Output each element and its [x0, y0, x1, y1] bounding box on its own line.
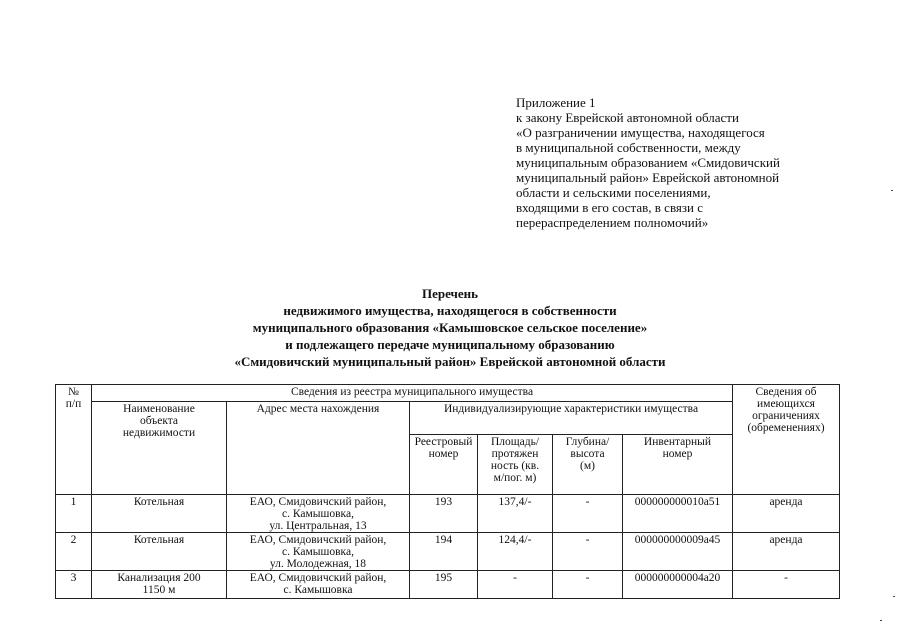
- appendix-line: входящими в его состав, в связи с: [516, 200, 704, 215]
- header-address: Адрес места нахождения: [227, 402, 410, 495]
- header-name: [92, 402, 227, 495]
- row-address-line: с. Камышовка,: [282, 508, 354, 520]
- row-name-line: 1150 м: [142, 584, 176, 596]
- row-address: [227, 533, 410, 571]
- heading-line: «Смидовичский муниципальный район» Еврейской автономной области: [234, 354, 666, 369]
- header-registry-number: [410, 435, 478, 495]
- header-inventory-line: номер: [662, 448, 693, 460]
- header-depth-line: высота: [570, 448, 605, 460]
- row-name: [92, 495, 227, 533]
- header-inventory-line: Инвентарный: [643, 436, 712, 448]
- header-name-line: недвижимости: [122, 427, 196, 439]
- header-row-1: [56, 385, 840, 402]
- appendix-line: «О разграничении имущества, находящегося: [516, 125, 765, 140]
- header-num: [56, 385, 92, 495]
- row-num: 2: [56, 533, 92, 571]
- row-name: [92, 571, 227, 599]
- appendix-line: к закону Еврейской автономной области: [516, 110, 739, 125]
- heading-line: Перечень: [421, 286, 479, 301]
- heading-line: недвижимого имущества, находящегося в собственности: [283, 303, 617, 318]
- header-area-line: ность (кв.: [490, 460, 540, 472]
- property-table: [55, 384, 840, 599]
- header-area-line: м/пог. м): [493, 472, 537, 484]
- appendix-line: муниципальный район» Еврейской автономной: [516, 170, 780, 185]
- row-address: [227, 571, 410, 599]
- row-address: [227, 495, 410, 533]
- row-inventory: 000000000009a45: [623, 533, 733, 571]
- header-num-line: №: [68, 386, 79, 398]
- header-depth-line: Глубина/: [565, 436, 610, 448]
- appendix-line: Приложение 1: [516, 95, 596, 110]
- row-address-line: ЕАО, Смидовичский район,: [249, 572, 387, 584]
- header-num-line: п/п: [65, 398, 82, 410]
- heading-line: муниципального образования «Камышовское сельское поселение»: [252, 320, 648, 335]
- appendix-line: перераспределением полномочий»: [516, 215, 709, 230]
- row-encumbrance: аренда: [733, 495, 840, 533]
- row-num: 3: [56, 571, 92, 599]
- header-name-line: объекта: [139, 415, 179, 427]
- header-inventory: [623, 435, 733, 495]
- header-registry-number-line: номер: [428, 448, 459, 460]
- row-inventory: 000000000004a20: [623, 571, 733, 599]
- header-encumbrance-line: имеющихся: [757, 398, 815, 410]
- row-area: 137,4/-: [478, 495, 553, 533]
- scan-speck: [880, 620, 882, 621]
- row-registry-number: 193: [410, 495, 478, 533]
- row-depth: -: [553, 533, 623, 571]
- row-inventory: 000000000010a51: [623, 495, 733, 533]
- row-encumbrance: -: [733, 571, 840, 599]
- row-area: 124,4/-: [478, 533, 553, 571]
- heading-line: и подлежащего передаче муниципальному образованию: [285, 337, 615, 352]
- header-encumbrance: [733, 385, 840, 495]
- appendix-line: муниципальным образованием «Смидовичский: [516, 155, 780, 170]
- header-row-2: [56, 402, 840, 435]
- row-address-line: с. Камышовка: [283, 584, 353, 596]
- row-num: 1: [56, 495, 92, 533]
- row-address-line: ЕАО, Смидовичский район,: [249, 496, 387, 508]
- header-registry-group: Сведения из реестра муниципального имущества: [92, 385, 733, 402]
- document-heading: [150, 285, 750, 370]
- row-area: -: [478, 571, 553, 599]
- row-name-line: Котельная: [133, 496, 185, 508]
- row-address-line: ул. Молодежная, 18: [269, 558, 367, 570]
- row-address-line: ЕАО, Смидовичский район,: [249, 534, 387, 546]
- header-encumbrance-line: (обременениях): [747, 422, 825, 434]
- header-depth: [553, 435, 623, 495]
- row-registry-number: 194: [410, 533, 478, 571]
- header-characteristics-group: Индивидуализирующие характеристики имущества: [410, 402, 733, 435]
- row-registry-number: 195: [410, 571, 478, 599]
- scan-speck: [891, 190, 893, 191]
- appendix-note: [516, 95, 846, 230]
- appendix-line: области и сельскими поселениями,: [516, 185, 711, 200]
- table-row: [56, 571, 840, 599]
- row-depth: -: [553, 495, 623, 533]
- header-area-line: протяжен: [491, 448, 539, 460]
- row-encumbrance: аренда: [733, 533, 840, 571]
- row-name-line: Канализация 200: [117, 572, 201, 584]
- header-registry-number-line: Реестровый: [414, 436, 473, 448]
- header-area-line: Площадь/: [490, 436, 540, 448]
- table-row: [56, 533, 840, 571]
- row-name: [92, 533, 227, 571]
- appendix-line: в муниципальной собственности, между: [516, 140, 741, 155]
- scan-speck: [893, 596, 895, 597]
- header-area: [478, 435, 553, 495]
- row-address-line: с. Камышовка,: [282, 546, 354, 558]
- header-name-line: Наименование: [123, 403, 195, 415]
- header-encumbrance-line: Сведения об: [755, 386, 817, 398]
- header-depth-line: (м): [580, 460, 595, 472]
- table-row: [56, 495, 840, 533]
- row-name-line: Котельная: [133, 534, 185, 546]
- row-depth: -: [553, 571, 623, 599]
- row-address-line: ул. Центральная, 13: [269, 520, 367, 532]
- header-encumbrance-line: ограничениях: [752, 410, 820, 422]
